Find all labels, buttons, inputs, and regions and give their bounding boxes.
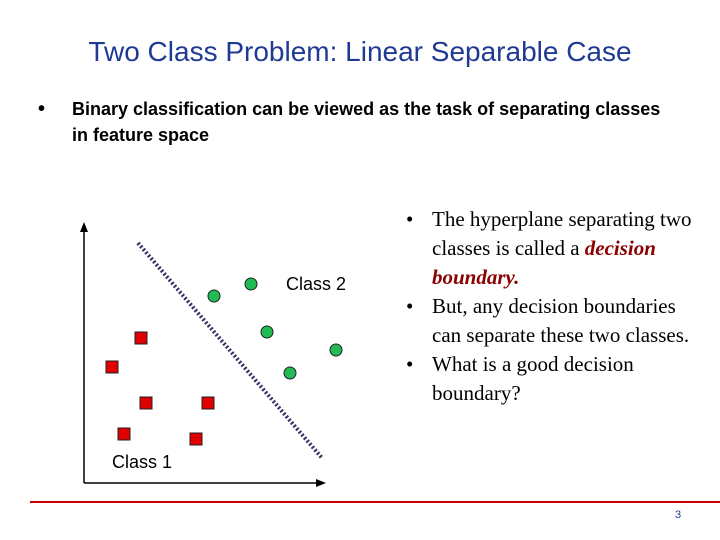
class2-point [330,344,342,356]
class1-point [190,433,202,445]
bullet-1-period: . [514,265,520,289]
data-points [106,278,342,445]
explanation-bullet-3 [402,350,702,408]
explanation-bullet-1 [402,205,702,292]
bullet-2-text: But, any decision boundaries can separate these two classes. [432,294,690,347]
class1-point [106,361,118,373]
class2-point [284,367,296,379]
bullet-icon: • [406,352,414,376]
bullet-1-text: The hyperplane separating two classes is called a [432,207,692,260]
class2-label: Class 2 [286,274,347,294]
bullet-3-text: What is a good decision boundary? [432,352,634,405]
footer-divider [30,501,720,503]
class1-point [118,428,130,440]
bullet-icon: • [406,207,414,231]
class1-point [140,397,152,409]
y-axis-arrow-icon [80,222,88,232]
bullet-icon: • [406,294,414,318]
class1-label: Class 1 [112,452,173,472]
class1-point [202,397,214,409]
page-number: 3 [675,509,682,521]
x-axis-arrow-icon [316,479,326,487]
class2-point [245,278,257,290]
explanation-list [402,205,702,408]
class2-point [261,326,273,338]
intro-text: Binary classification can be viewed as the task of separating classes in feature space [72,99,661,145]
explanation-bullet-2 [402,292,702,350]
class2-point [208,290,220,302]
slide-title: Two Class Problem: Linear Separable Case [88,36,632,67]
class1-point [135,332,147,344]
bullet-icon: • [38,98,46,120]
decision-boundary-term: decision boundary [432,236,656,289]
